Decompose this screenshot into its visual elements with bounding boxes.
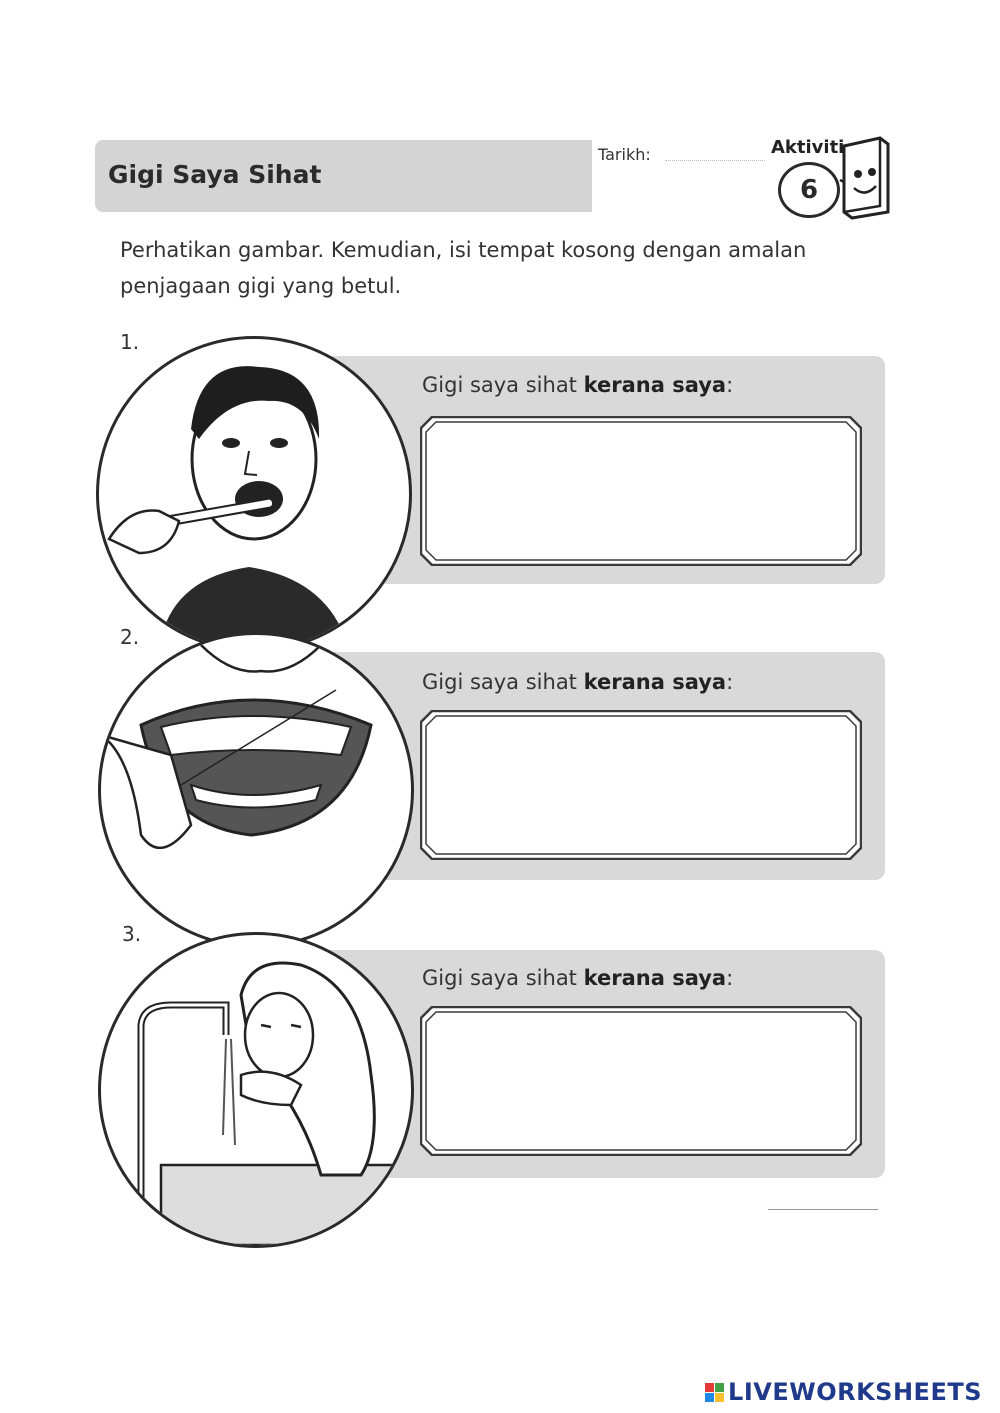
date-label: Tarikh:	[598, 145, 651, 164]
liveworksheets-logo	[705, 1378, 982, 1406]
answer-prompt: Gigi saya sihat kerana saya:	[422, 670, 734, 694]
item-number: 3.	[122, 922, 142, 946]
flossing-teeth-icon	[98, 632, 414, 948]
activity-label: Aktiviti	[771, 137, 845, 158]
item-number: 2.	[120, 625, 140, 649]
book-mascot-icon	[830, 132, 900, 222]
logo-icon	[705, 1383, 724, 1402]
girl-rinsing-mouth-icon	[98, 932, 414, 1248]
page-title: Gigi Saya Sihat	[108, 160, 322, 189]
date-input-line[interactable]	[665, 160, 765, 161]
brand-name: LIVEWORKSHEETS	[728, 1378, 982, 1406]
instruction-text: Perhatikan gambar. Kemudian, isi tempat kosong dengan amalan penjagaan gigi yang betul.	[120, 238, 807, 298]
answer-input-3[interactable]	[420, 1006, 862, 1156]
activity-number: 6	[799, 175, 819, 205]
answer-input-2[interactable]	[420, 710, 862, 860]
answer-input-1[interactable]	[420, 416, 862, 566]
boy-brushing-teeth-icon	[96, 336, 412, 652]
answer-prompt: Gigi saya sihat kerana saya:	[422, 373, 734, 397]
divider	[768, 1209, 878, 1210]
item-number: 1.	[120, 330, 140, 354]
answer-prompt: Gigi saya sihat kerana saya:	[422, 966, 734, 990]
